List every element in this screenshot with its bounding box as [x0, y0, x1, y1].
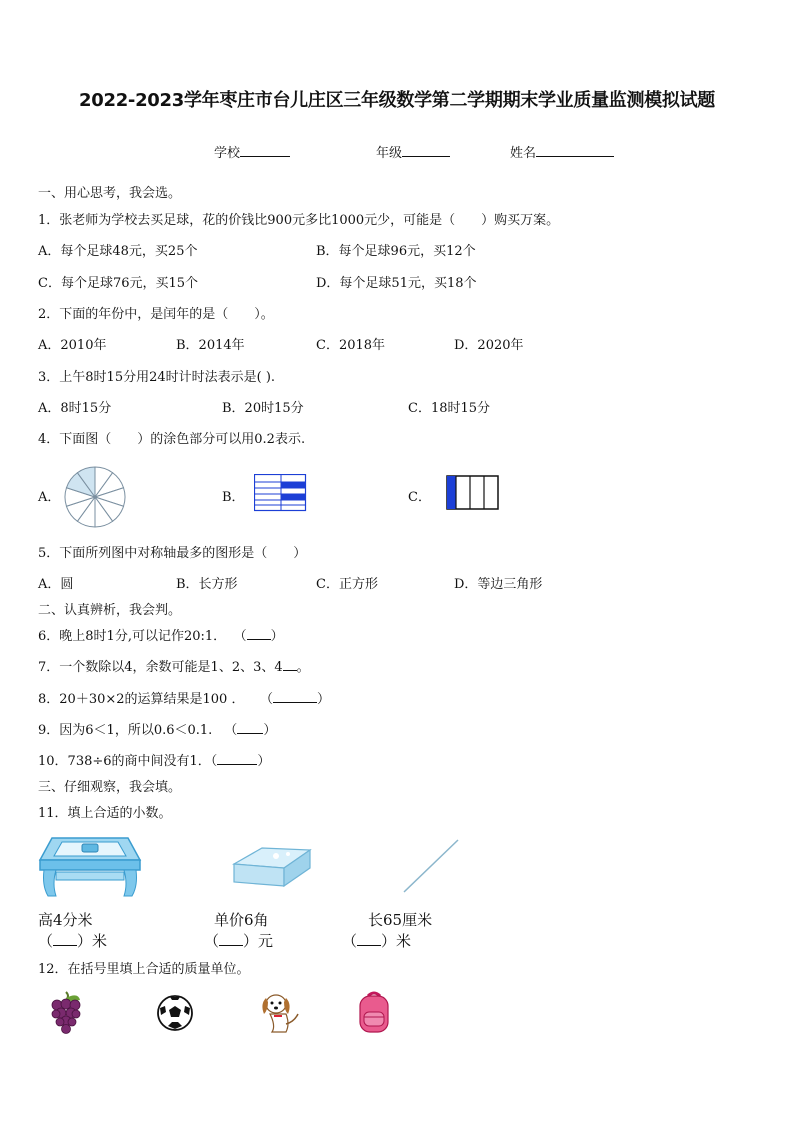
q4-option-b-label[interactable]: B． — [222, 490, 245, 505]
question-5: 5．下面所列图中对称轴最多的图形是（ ） — [38, 546, 307, 561]
question-10: 10．738÷6的商中间没有1．（ ） — [38, 754, 271, 769]
name-field[interactable] — [510, 142, 614, 161]
table-image — [36, 834, 144, 904]
dog-image — [260, 990, 302, 1036]
question-9: 9．因为6＜1，所以0.6＜0.1. （ ） — [38, 723, 277, 738]
question-11: 11．填上合适的小数。 — [38, 806, 172, 821]
q3-option-c[interactable]: C．18时15分 — [408, 401, 491, 416]
grade-field[interactable] — [376, 142, 450, 161]
question-12: 12．在括号里填上合适的质量单位。 — [38, 962, 250, 977]
q5-option-d[interactable]: D．等边三角形 — [454, 577, 543, 592]
q1-option-a[interactable]: A．每个足球48元，买25个 — [38, 244, 198, 259]
q3-option-b[interactable]: B．20时15分 — [222, 401, 304, 416]
q2-option-c[interactable]: C．2018年 — [316, 338, 386, 353]
section-2-heading: 二、认真辨析，我会判。 — [38, 603, 182, 618]
q4-grid-figure — [254, 474, 308, 513]
q5-option-b[interactable]: B．长方形 — [176, 577, 238, 592]
grade-label: 年级 — [376, 146, 403, 161]
q2-option-a[interactable]: A．2010年 — [38, 338, 107, 353]
q4-option-a-label[interactable]: A． — [38, 490, 61, 505]
soccer-ball-image — [156, 994, 194, 1032]
q2-option-d[interactable]: D．2020年 — [454, 338, 524, 353]
question-4: 4．下面图（ ）的涂色部分可以用0.2表示. — [38, 432, 306, 447]
q10-text: 10．738÷6的商中间没有1． — [38, 754, 211, 769]
q11-item-2-unit: 元 — [258, 932, 274, 950]
q3-option-a[interactable]: A．8时15分 — [38, 401, 112, 416]
eraser-image — [232, 842, 312, 890]
name-label: 姓名 — [510, 146, 537, 161]
line-segment-image — [400, 838, 464, 896]
q2-option-b[interactable]: B．2014年 — [176, 338, 245, 353]
q8-text: 8．20＋30×2的运算结果是100 ． — [38, 692, 245, 707]
question-7: 7．一个数除以4，余数可能是1、2、3、4 。 — [38, 660, 310, 675]
q11-item-3-unit: 米 — [396, 932, 412, 950]
q11-item-3-blank[interactable]: （ ）米 — [342, 932, 412, 950]
q11-item-1-label: 高4分米 — [38, 911, 93, 929]
q4-bar-figure — [446, 475, 500, 511]
page-title: 2022-2023学年枣庄市台儿庄区三年级数学第二学期期末学业质量监测模拟试题 — [79, 90, 715, 111]
q6-text: 6．晚上8时1分,可以记作20:1． — [38, 629, 227, 644]
q11-item-3-label: 长65厘米 — [368, 911, 433, 929]
question-2: 2．下面的年份中，是闰年的是（ ）。 — [38, 307, 274, 322]
q7-text: 7．一个数除以4，余数可能是1、2、3、4 — [38, 660, 283, 675]
section-1-heading: 一、用心思考，我会选。 — [38, 186, 182, 201]
section-3-heading: 三、仔细观察，我会填。 — [38, 780, 182, 795]
backpack-image — [354, 990, 394, 1036]
q11-item-1-unit: 米 — [92, 932, 108, 950]
q5-option-a[interactable]: A．圆 — [38, 577, 74, 592]
school-label: 学校 — [214, 146, 241, 161]
q11-item-2-label: 单价6角 — [214, 911, 269, 929]
q5-option-c[interactable]: C．正方形 — [316, 577, 378, 592]
question-1: 1．张老师为学校去买足球，花的价钱比900元多比1000元少，可能是（ ）购买万案。 — [38, 213, 560, 228]
grapes-image — [48, 990, 84, 1036]
q1-option-c[interactable]: C．每个足球76元，买15个 — [38, 276, 199, 291]
q11-item-1-blank[interactable]: （ ）米 — [38, 932, 108, 950]
q1-option-d[interactable]: D．每个足球51元，买18个 — [316, 276, 477, 291]
q1-option-b[interactable]: B．每个足球96元，买12个 — [316, 244, 476, 259]
q4-pie-figure — [63, 465, 127, 529]
q4-option-c-label[interactable]: C． — [408, 490, 431, 505]
school-field[interactable] — [214, 142, 290, 161]
question-8: 8．20＋30×2的运算结果是100 ． （ ） — [38, 692, 330, 707]
q11-item-2-blank[interactable]: （ ）元 — [204, 932, 274, 950]
question-6: 6．晚上8时1分,可以记作20:1． （ ） — [38, 629, 284, 644]
question-3: 3．上午8时15分用24时计时法表示是( ). — [38, 370, 276, 385]
q9-text: 9．因为6＜1，所以0.6＜0.1. — [38, 723, 213, 738]
